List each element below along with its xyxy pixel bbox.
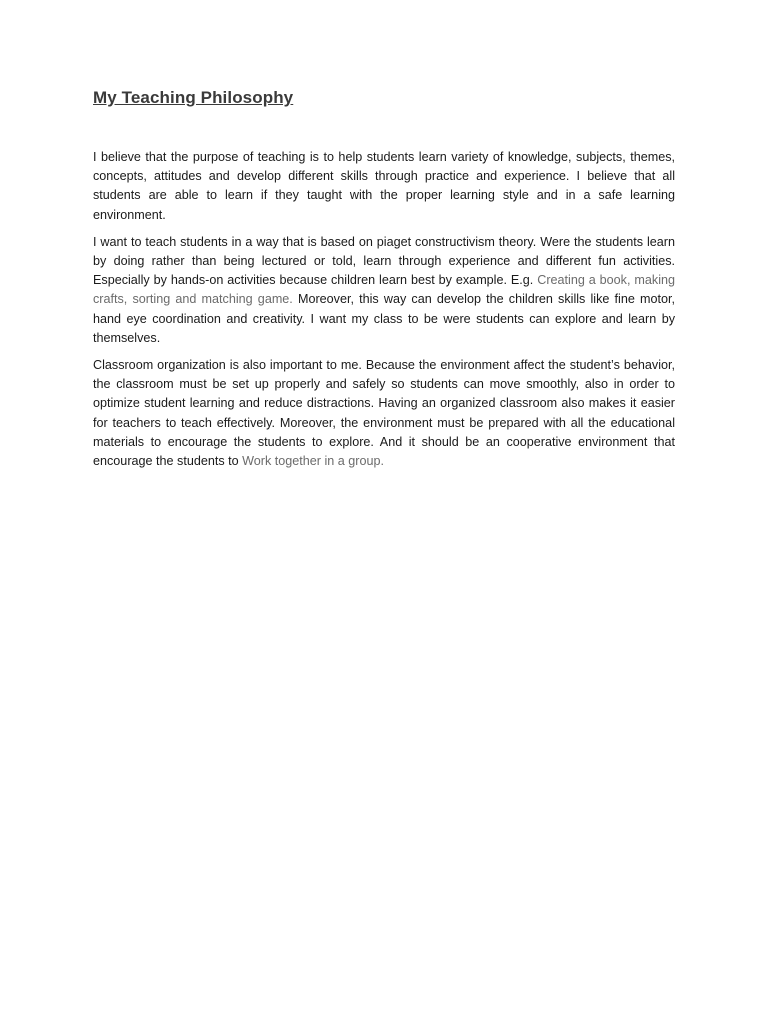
paragraph-purpose <box>93 148 675 225</box>
highlighted-text: Creating a book, making crafts, sorting and matching game. <box>93 273 675 307</box>
document-page <box>93 88 675 479</box>
paragraph-text: Moreover, this way can develop the children skills like fine motor, hand eye coordination and creativity. I want my class to be were students can explore and learn by themselves. <box>93 292 675 345</box>
paragraph-text: Classroom organization is also important to me. Because the environment affect the student’s behavior, the classroom must be set up properly and safely so students can move smoothly, also in order to optimize student learning and reduce distractions. Having an organized classroom also makes it easier for teachers to teach effectively. Moreover, the environment must be prepared with all the educational materials to encourage the students to explore. And it should be an cooperative environment that encourage the students to <box>93 358 675 469</box>
paragraph-text: I want to teach students in a way that is based on piaget constructivism theory. Were the students learn by doing rather than being lectured or told, learn through experience and different fun activities. Especially by hands-on activities because children learn best by example. E.g. <box>93 234 675 288</box>
paragraph-constructivism <box>93 233 675 348</box>
highlighted-text: Work together in a group. <box>242 454 385 469</box>
paragraph-classroom-organization <box>93 356 675 471</box>
document-title: My Teaching Philosophy <box>93 88 294 107</box>
paragraph-text: I believe that the purpose of teaching is to help students learn variety of knowledge, subjects, themes, concepts, attitudes and develop different skills through practice and experience. I believe that all students are able to learn if they taught with the proper learning style and in a safe learning environment. <box>93 150 675 222</box>
